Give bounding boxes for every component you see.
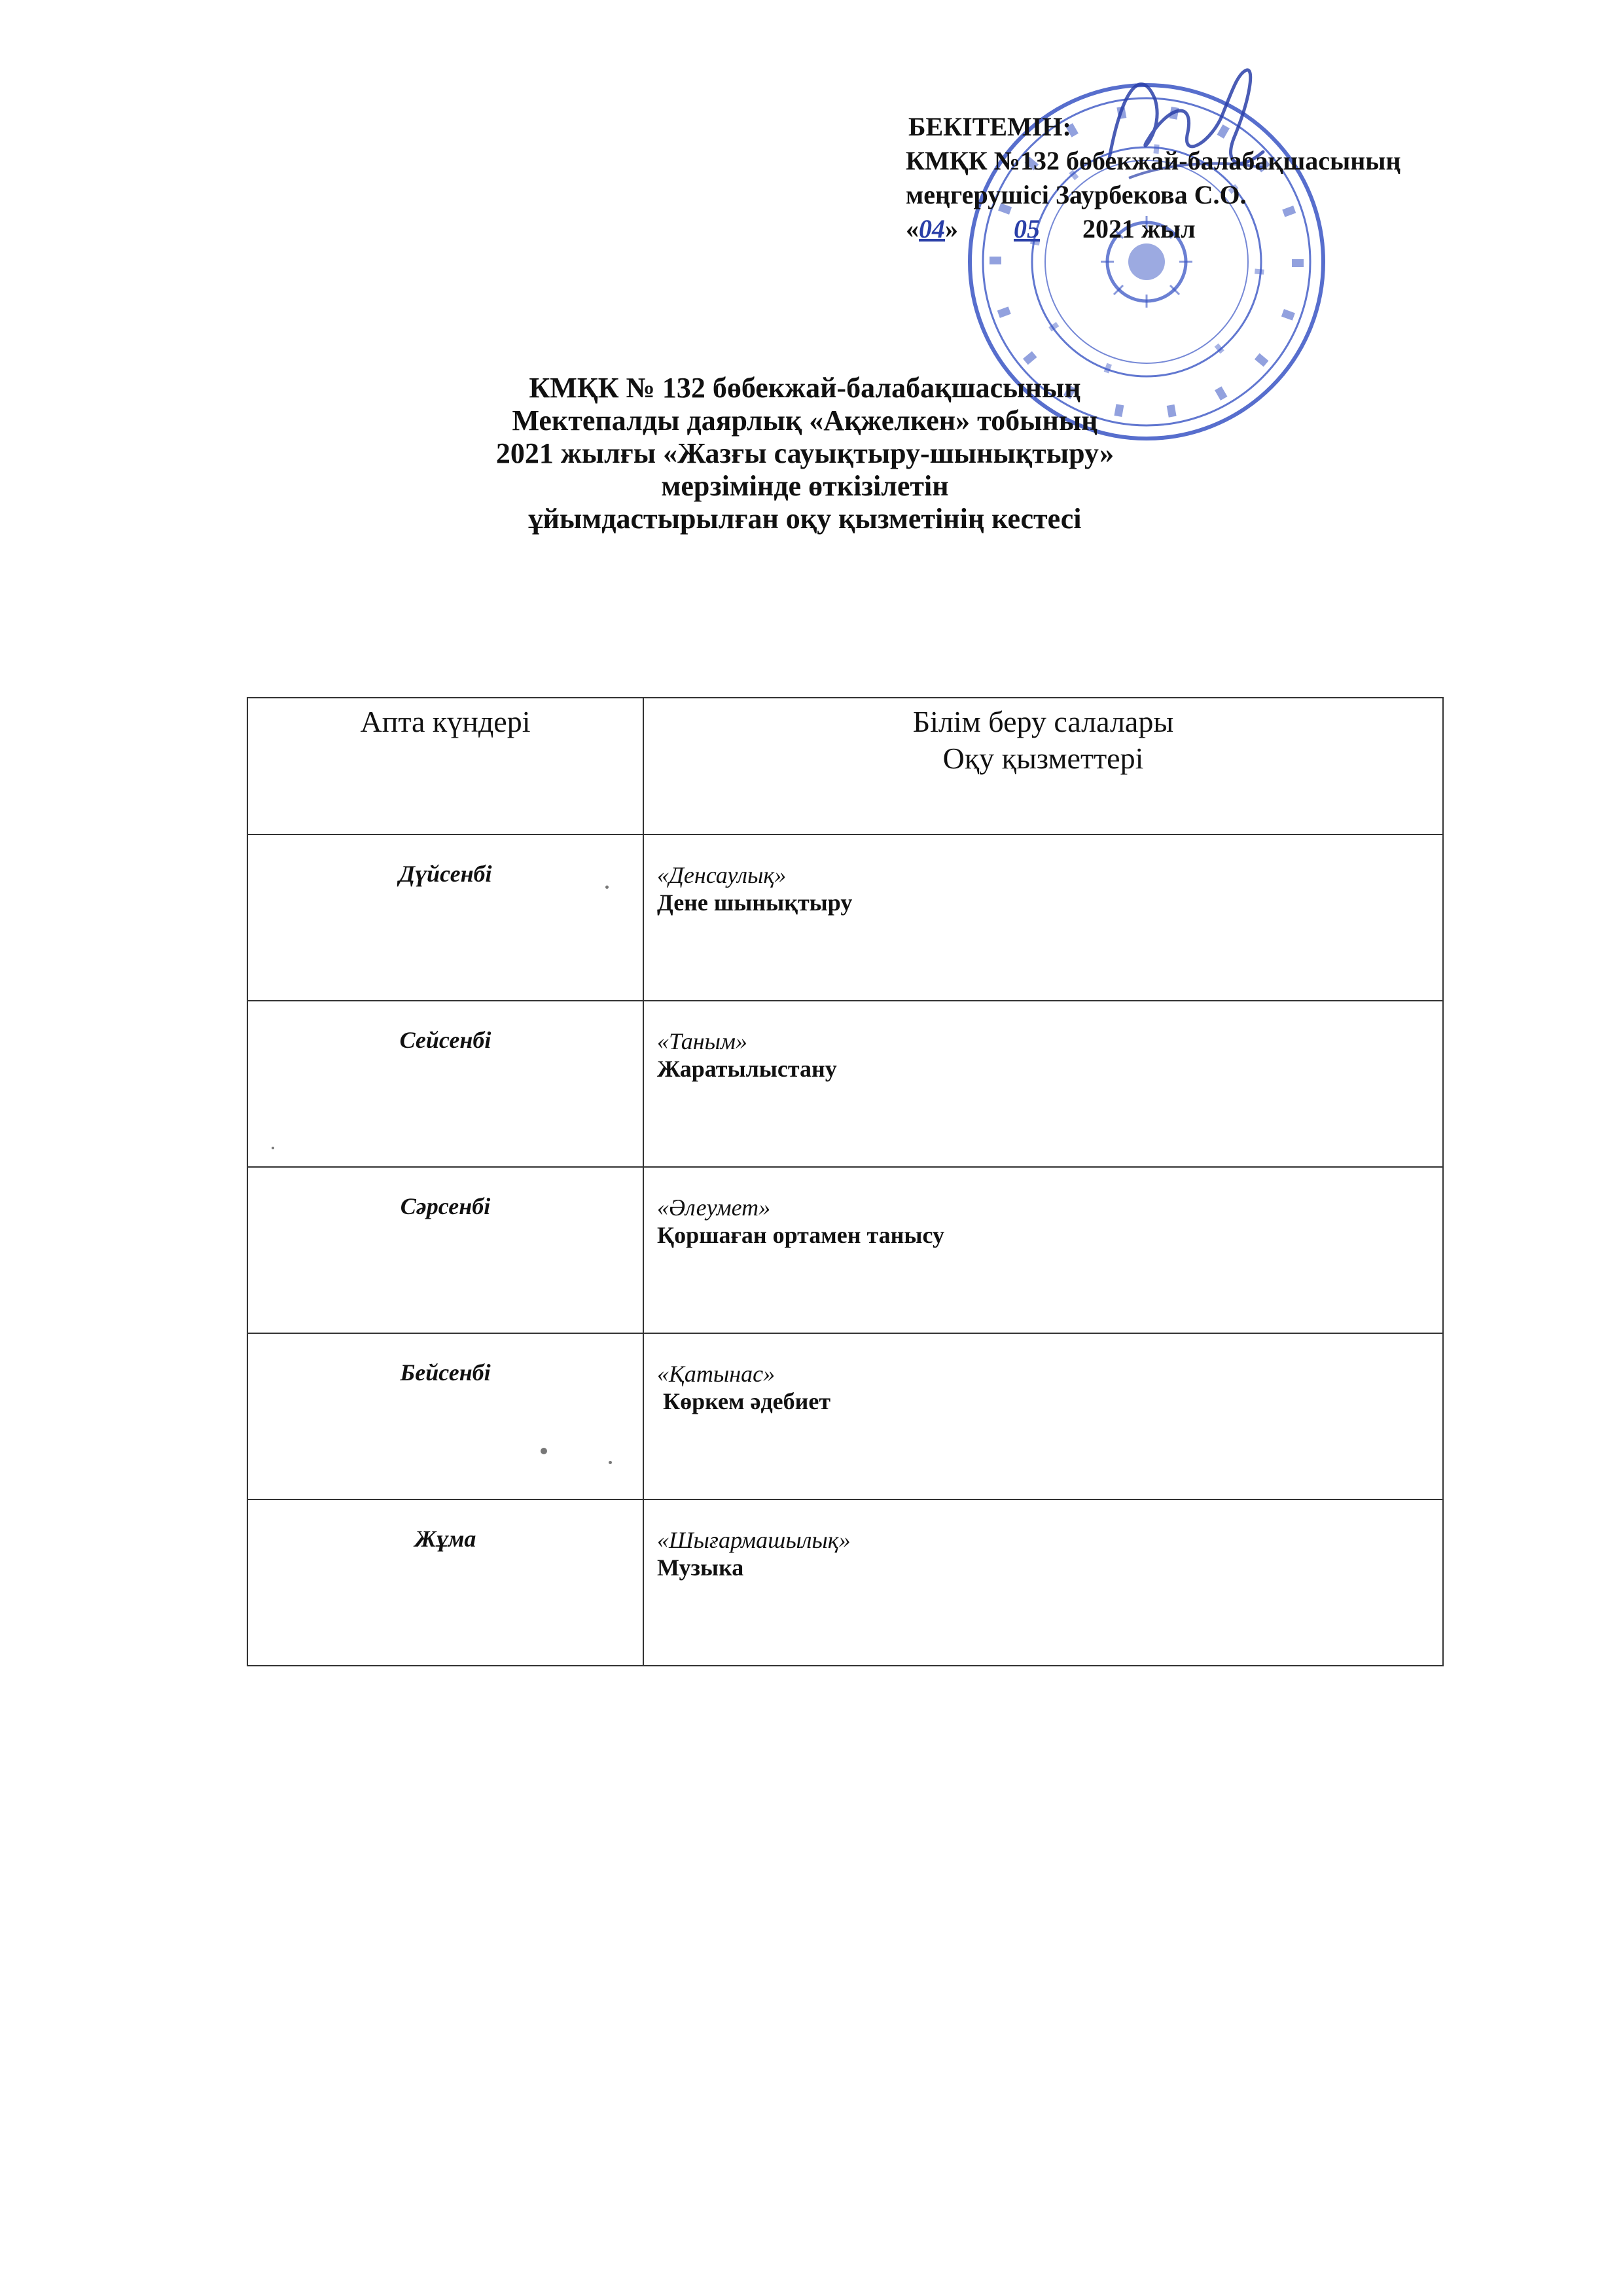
day-cell: Сейсенбі: [247, 1001, 643, 1167]
table-row: [247, 1167, 1443, 1333]
day-cell: Сәрсенбі: [247, 1167, 643, 1333]
scan-speck: [609, 1461, 612, 1464]
approval-line-2: меңгерушісі Заурбекова С.О.: [906, 180, 1247, 209]
date-quote-close: »: [945, 214, 958, 243]
domain-label: «Қатынас»: [657, 1361, 776, 1387]
activity-label: Дене шынықтыру: [657, 889, 853, 916]
activity-label: Жаратылыстану: [657, 1056, 837, 1082]
domain-label: «Шығармашылық»: [657, 1527, 851, 1553]
area-cell: [643, 1499, 1443, 1666]
header-areas: [643, 698, 1443, 834]
schedule-table: [247, 697, 1444, 1666]
header-areas-line-1: Білім беру салалары: [912, 705, 1174, 738]
date-quote-open: «: [906, 214, 919, 243]
heading-line-1: КМҚК № 132 бөбекжай-балабақшасының: [529, 372, 1081, 404]
header-days: Апта күндері: [247, 698, 643, 834]
heading-line-5: ұйымдастырылған оқу қызметінің кестесі: [528, 503, 1082, 535]
area-cell: [643, 1167, 1443, 1333]
day-cell: Дүйсенбі: [247, 834, 643, 1001]
heading-line-4: мерзімінде өткізілетін: [661, 470, 949, 502]
table-row: [247, 1499, 1443, 1666]
approval-day: 04: [919, 214, 945, 243]
scan-speck: [272, 1147, 274, 1149]
document-heading: [366, 372, 1243, 535]
approval-title: БЕКІТЕМІН:: [908, 112, 1071, 141]
activity-label: Қоршаған ортамен танысу: [657, 1222, 944, 1248]
approval-block: [906, 110, 1599, 246]
area-cell: [643, 1001, 1443, 1167]
domain-label: «Әлеумет»: [657, 1194, 771, 1221]
scan-speck: [605, 886, 609, 889]
domain-label: «Таным»: [657, 1028, 747, 1054]
day-cell: Бейсенбі: [247, 1333, 643, 1499]
table-row: [247, 1333, 1443, 1499]
table-row: [247, 1001, 1443, 1167]
area-cell: [643, 834, 1443, 1001]
table-header-row: [247, 698, 1443, 834]
domain-label: «Денсаулық»: [657, 862, 787, 888]
activity-label: Музыка: [657, 1554, 744, 1581]
approval-line-1: КМҚК №132 бөбекжай-балабақшасының: [906, 146, 1401, 175]
heading-line-2: Мектепалды даярлық «Ақжелкен» тобының: [512, 404, 1098, 437]
approval-date: [906, 212, 1599, 246]
approval-month: 05: [1014, 214, 1040, 243]
area-cell: [643, 1333, 1443, 1499]
scan-speck: [541, 1448, 547, 1454]
header-areas-line-2: Оқу қызметтері: [942, 742, 1144, 775]
heading-line-3: 2021 жылғы «Жазғы сауықтыру-шынықтыру»: [495, 437, 1115, 469]
day-cell: Жұма: [247, 1499, 643, 1666]
activity-label: Көркем әдебиет: [657, 1388, 831, 1414]
approval-year: 2021 жыл: [1082, 214, 1196, 243]
table-row: [247, 834, 1443, 1001]
